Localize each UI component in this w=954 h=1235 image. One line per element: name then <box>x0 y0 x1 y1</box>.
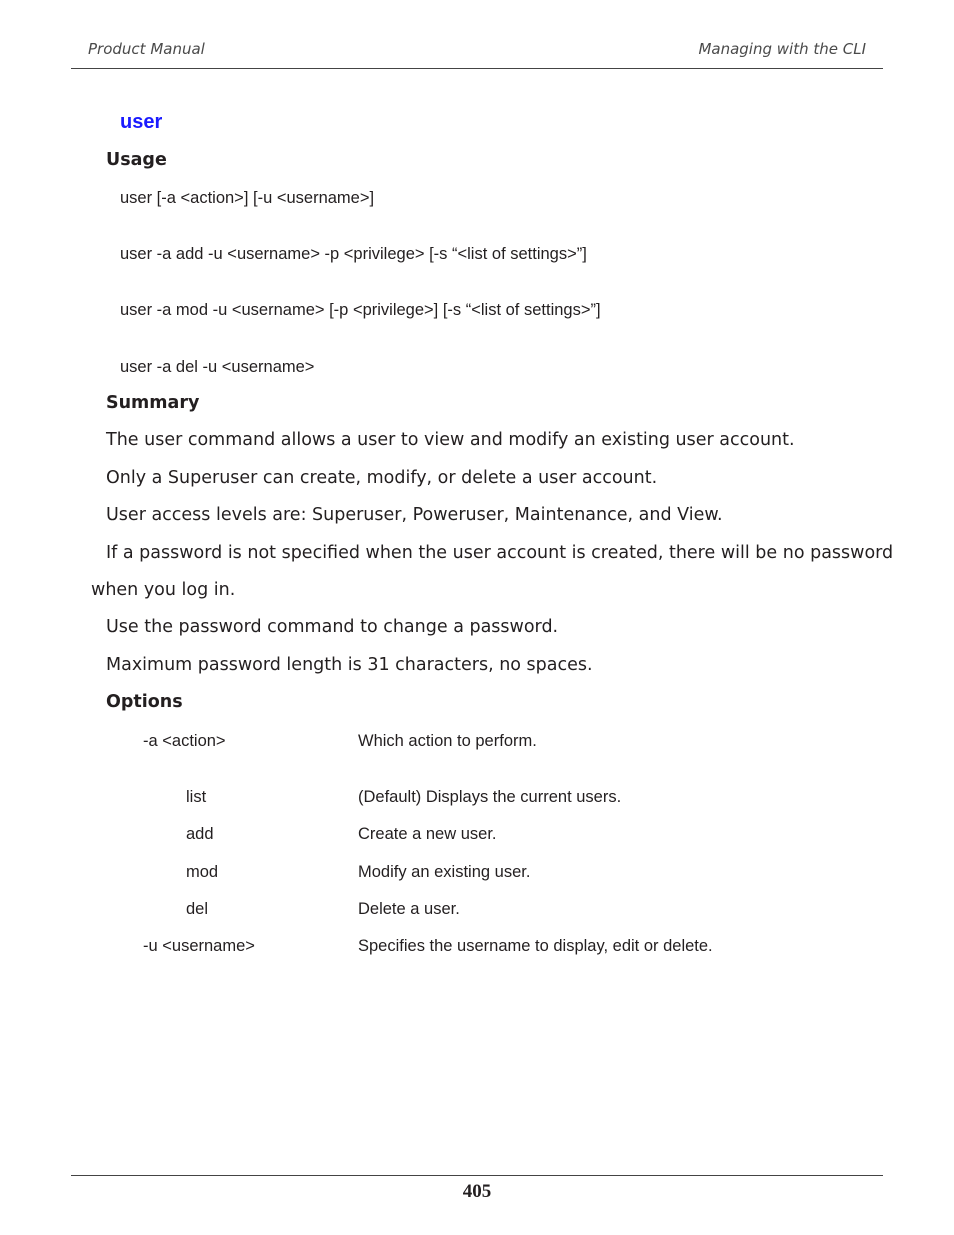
usage-line: user -a mod -u <username> [-p <privilege>] [-s “<list of settings>”] <box>120 301 601 319</box>
option-description: Which action to perform. <box>358 732 537 750</box>
summary-line: when you log in. <box>91 580 236 600</box>
option-term: del <box>186 900 209 918</box>
option-term: -a <action> <box>143 732 226 750</box>
footer-rule <box>71 1175 883 1176</box>
running-header-right: Managing with the CLI <box>698 40 866 58</box>
usage-heading: Usage <box>106 150 167 170</box>
summary-line: Maximum password length is 31 characters, no spaces. <box>106 655 593 675</box>
usage-line: user -a add -u <username> -p <privilege> [-s “<list of settings>”] <box>120 245 587 263</box>
summary-line: User access levels are: Superuser, Poweruser, Maintenance, and View. <box>106 505 723 525</box>
option-description: Create a new user. <box>358 825 497 843</box>
option-term: mod <box>186 863 219 881</box>
page-number: 405 <box>462 1181 492 1202</box>
option-description: (Default) Displays the current users. <box>358 788 622 806</box>
usage-line: user -a del -u <username> <box>120 358 315 376</box>
options-heading: Options <box>106 692 183 712</box>
header-rule <box>71 68 883 69</box>
summary-line: Only a Superuser can create, modify, or delete a user account. <box>106 468 658 488</box>
option-term: add <box>186 825 214 843</box>
option-description: Delete a user. <box>358 900 460 918</box>
option-description: Specifies the username to display, edit or delete. <box>358 937 713 955</box>
command-title: user <box>120 111 163 133</box>
summary-line: Use the password command to change a password. <box>106 617 559 637</box>
summary-heading: Summary <box>106 393 200 413</box>
option-description: Modify an existing user. <box>358 863 531 881</box>
option-term: -u <username> <box>143 937 255 955</box>
running-header-left: Product Manual <box>88 40 205 58</box>
usage-line: user [-a <action>] [-u <username>] <box>120 189 375 207</box>
option-term: list <box>186 788 207 806</box>
summary-line: If a password is not specified when the user account is created, there will be no password <box>106 543 894 563</box>
summary-line: The user command allows a user to view and modify an existing user account. <box>106 430 795 450</box>
